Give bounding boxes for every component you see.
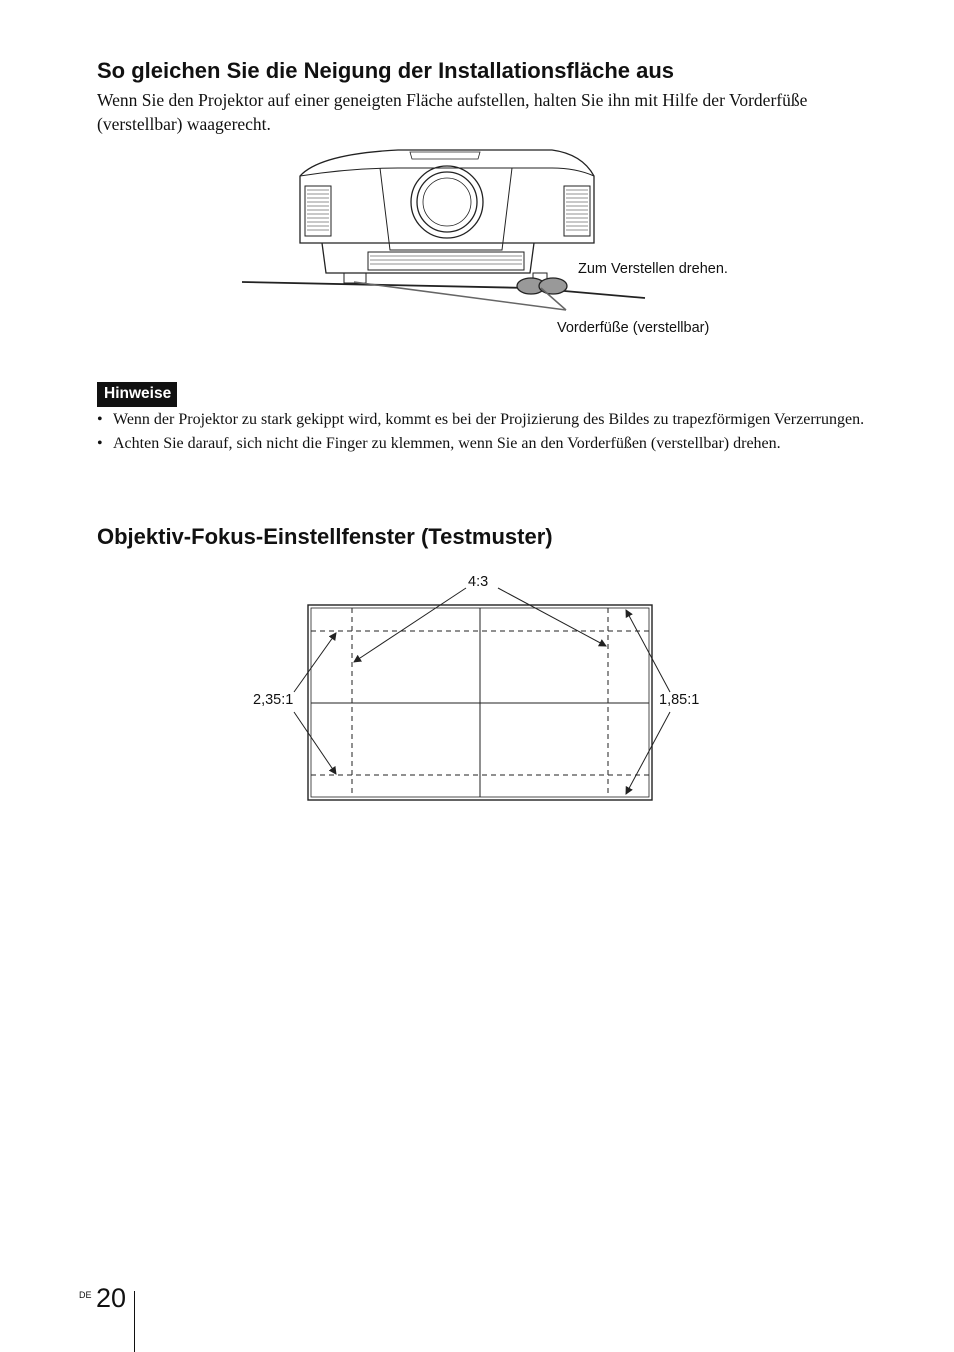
label-2-35-1: 2,35:1 <box>253 692 294 708</box>
page-rule <box>134 1291 135 1352</box>
label-1-85-1: 1,85:1 <box>659 692 700 708</box>
feet-label: Vorderfüße (verstellbar) <box>557 320 710 336</box>
list-item <box>97 433 877 456</box>
notes-badge: Hinweise <box>97 382 177 407</box>
bullet-icon: • <box>97 411 103 428</box>
intro-paragraph: Wenn Sie den Projektor auf einer geneigten Fläche aufstellen, halten Sie ihn mit Hilfe der Vorderfüße (verstellbar) waagerecht. <box>97 90 808 134</box>
test-pattern-diagram <box>240 566 720 810</box>
list-item <box>97 409 877 432</box>
test-pattern-figure <box>240 566 720 810</box>
bullet-icon: • <box>97 434 103 452</box>
projector-figure <box>230 146 770 346</box>
rotate-label: Zum Verstellen drehen. <box>578 261 728 277</box>
projector-illustration <box>230 146 770 346</box>
section-heading-level: So gleichen Sie die Neigung der Installationsfläche aus <box>97 58 675 83</box>
note-text: Wenn der Projektor zu stark gekippt wird, kommt es bei der Projizierung des Bildes zu trapezförmigen Verzerrungen. <box>113 411 865 428</box>
section-heading-focus: Objektiv-Fokus-Einstellfenster (Testmuster) <box>97 524 553 549</box>
page-language-code: DE <box>79 1290 92 1300</box>
page-number: 20 <box>96 1283 127 1313</box>
note-text: Achten Sie darauf, sich nicht die Finger zu klemmen, wenn Sie an den Vorderfüßen (verstellbar) drehen. <box>113 434 781 452</box>
label-4-3: 4:3 <box>468 574 489 590</box>
notes-list <box>97 409 877 456</box>
